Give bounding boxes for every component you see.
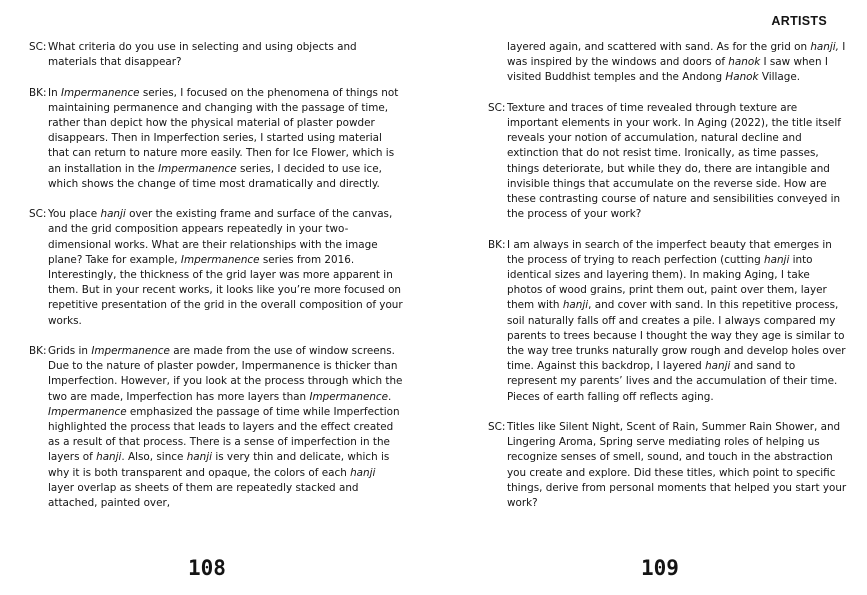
speaker-initials: SC: [29,208,47,221]
text-run: is very thin and delicate, which is why it is both transparent and opaque, the colors of each [48,451,390,479]
paragraph-text [48,207,404,329]
interview-paragraph [488,238,848,405]
text-run: layer overlap as sheets of them are repeatedly stacked and attached, painted over, [48,481,359,510]
interview-column [488,40,848,526]
paragraph-text [48,86,404,192]
italic-term: hanji [350,466,376,479]
paragraph-text [48,40,404,70]
text-run: layered again, and scattered with sand. As for the grid on [507,41,811,53]
paragraph-text [48,344,404,511]
text-run: emphasized the passage of time while Imperfection highlighted the process that leads to layers and the effect created as a result of that process. There is a sense of imperfection in the layers of [48,405,400,464]
running-head: ARTISTS [771,14,827,28]
speaker-initials: BK: [29,345,47,358]
italic-term: Hanok [725,71,759,84]
italic-term: hanji [100,208,126,221]
text-run: Texture and traces of time revealed through texture are important elements in your work. In Aging (2022), the title itself reveals your notion of accumulation, natural decline and extinction that do not resist time. Ironically, as time passes, things deteriorate, but while they do, there are intangible and invisible things that accumulate on the reverse side. How are these contrasting course of nature and sensibilities conveyed in the process of your work? [507,101,841,221]
text-run: . [388,390,392,403]
text-run: . Also, since [121,451,187,464]
text-run: series, I decided to use ice, which shows the change of time most dramatically and directly. [48,162,382,190]
speaker-initials: SC: [488,421,506,434]
text-run: I was inspired by the windows and doors of [507,41,846,69]
italic-term: Impermanence [180,253,260,266]
interview-paragraph [29,207,404,329]
italic-term: hanji, [810,41,839,53]
text-run: Titles like Silent Night, Scent of Rain, Summer Rain Shower, and Lingering Aroma, Spring serve mediating roles of helping us recognize senses of smell, sound, and touch in the abstraction you create and explore. Did these titles, which point to specific things, derive from personal moments that helped you start your work? [507,421,847,510]
interview-paragraph [488,420,848,511]
italic-term: Impermanence [91,345,170,358]
text-run: , and cover with sand. In this repetitive process, soil naturally falls off and creates a pile. I always compared my parents to trees because I thought the way they age is similar to the way tree trunks naturally grow rough and develop holes over time. Against this backdrop, I layered [507,299,846,373]
italic-term: hanji [764,253,790,266]
italic-term: hanji [96,451,122,464]
italic-term: Impermanence [158,162,237,175]
text-run: I am always in search of the imperfect beauty that emerges in the process of trying to reach perfection (cutting [507,238,832,266]
text-run: I saw when I visited Buddhist temples and the Andong [507,56,828,84]
italic-term: Impermanence [60,86,140,99]
speaker-initials: SC: [29,41,47,53]
text-run: series, I focused on the phenomena of things not maintaining permanence and changing with the passage of time, rather than depict how the physical material of plaster powder disappears. Then in Imperfection series, I started using material that can return to nature more easily. Then for Ice Flower, which is an installation in the [48,86,399,175]
text-run: Grids in [48,345,92,358]
text-run: over the existing frame and surface of the canvas, and the grid composition appears repeatedly in your two-dimensional works. What are their relationships with the image plane? Take for example, [48,208,393,266]
paragraph-text [507,420,848,511]
paragraph-text [507,238,848,405]
interview-paragraph [488,101,848,223]
text-run: series from 2016. Interestingly, the thickness of the grid layer was more apparent in them. But in your recent works, it looks like you’re more focused on repetitive presentation of the grid in the overall composition of your works. [48,253,403,327]
text-run: What criteria do you use in selecting and using objects and materials that disappear? [48,41,357,69]
italic-term: hanji [186,451,213,464]
text-run: You place [48,208,101,221]
italic-term: Impermanence [309,390,389,403]
left-page [0,0,433,595]
right-page [434,0,867,595]
italic-term: hanok [728,56,761,69]
page-number: 108 [188,556,226,580]
speaker-initials: BK: [29,86,47,99]
interview-paragraph [29,40,404,70]
italic-term: hanji [562,299,589,312]
speaker-initials: SC: [488,101,506,114]
interview-column [29,40,404,526]
text-run: In [48,86,61,99]
text-run: are made from the use of window screens. Due to the nature of plaster powder, Impermanence is thicker than Imperfection. However, if you look at the process through which the two are made, Imperfection has more layers than [48,345,403,403]
continued-paragraph [488,40,848,86]
interview-paragraph [29,344,404,511]
italic-term: hanji [705,360,731,373]
paragraph-text [507,40,848,86]
paragraph-text [507,101,848,223]
italic-term: Impermanence [48,405,127,418]
text-run: Village. [758,71,801,84]
text-run: into identical sizes and layering them). In making Aging, I take photos of wood grains, print them out, paint over them, layer them with [507,253,827,312]
text-run: and sand to represent my parents’ lives and the accumulation of their time. Pieces of earth falling off reflects aging. [507,360,838,403]
page-number: 109 [641,556,679,580]
interview-paragraph [29,86,404,192]
speaker-initials: BK: [488,238,506,251]
